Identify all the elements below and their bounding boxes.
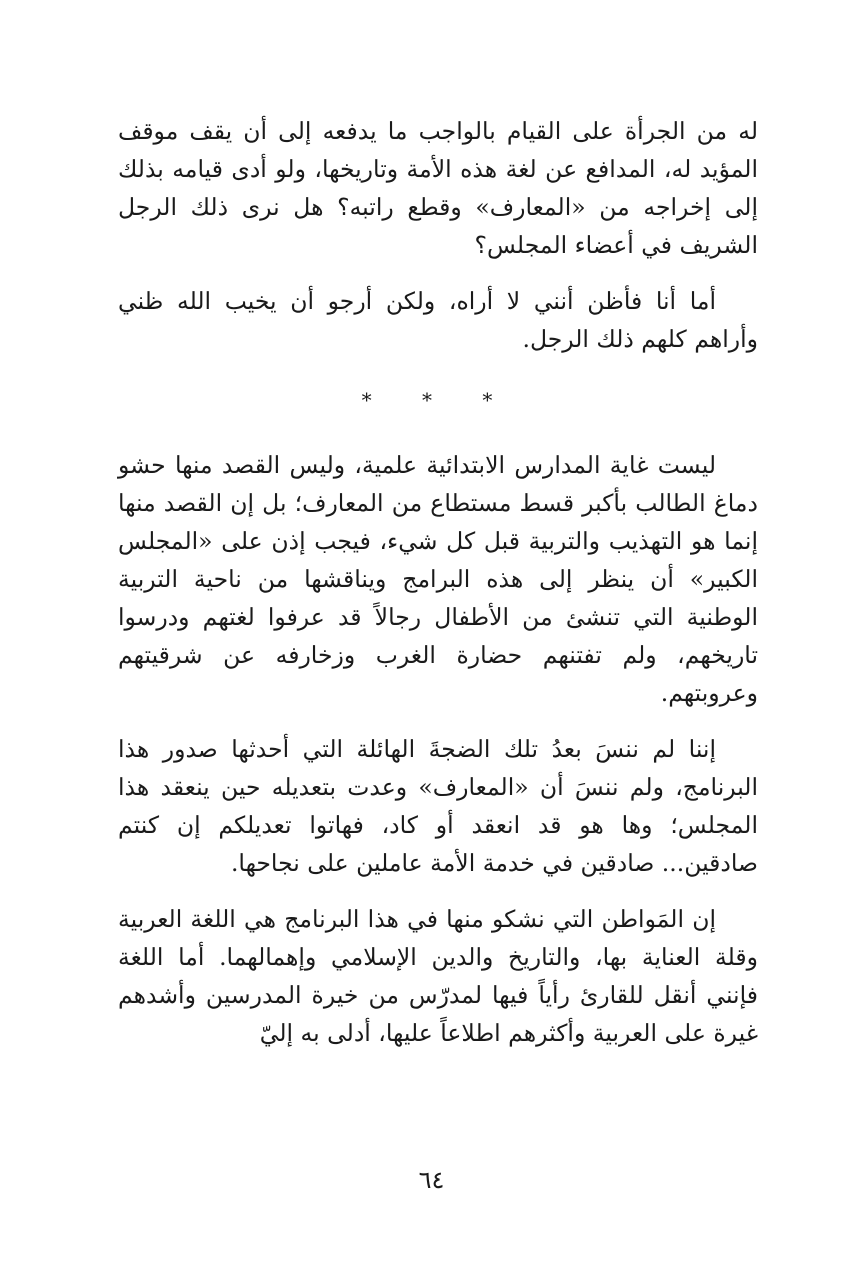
paragraph-5: إن المَواطن التي نشكو منها في هذا البرنامج هي اللغة العربية وقلة العناية بها، والتاريخ والدين الإسلامي وإهمالهما. أما اللغة فإنني أنقل للقارئ رأياً فيها لمدرّس من خيرة المدرسين وأشدهم غيرة على العربية وأكثرهم اطلاعاً عليها، أدلى به إليّ [118, 905, 758, 1047]
paragraph-1: له من الجرأة على القيام بالواجب ما يدفعه إلى أن يقف موقف المؤيد له، المدافع عن لغة هذه الأمة وتاريخها، ولو أدى قيامه بذلك إلى إخراجه من «المعارف» وقطع راتبه؟ هل نرى ذلك الرجل الشريف في أعضاء المجلس؟ [118, 117, 758, 259]
page-body [118, 112, 758, 1052]
paragraph-4: إننا لم ننسَ بعدُ تلك الضجةَ الهائلة التي أحدثها صدور هذا البرنامج، ولم ننسَ أن «المعارف» وعدت بتعديله حين ينعقد هذا المجلس؛ وها هو قد انعقد أو كاد، فهاتوا تعديلكم إن كنتم صادقين... صادقين في خدمة الأمة عاملين على نجاحها. [118, 735, 758, 877]
section-separator: * * * [361, 388, 515, 412]
page-number: ٦٤ [418, 1166, 445, 1194]
paragraph-2: أما أنا فأظن أنني لا أراه، ولكن أرجو أن يخيب الله ظني وأراهم كلهم ذلك الرجل. [118, 287, 758, 353]
paragraph-3: ليست غاية المدارس الابتدائية علمية، وليس القصد منها حشو دماغ الطالب بأكبر قسط مستطاع من المعارف؛ بل إن القصد منها إنما هو التهذيب والتربية قبل كل شيء، فيجب إذن على «المجلس الكبير» أن ينظر إلى هذه البرامج ويناقشها من ناحية التربية الوطنية التي تنشئ من الأطفال رجالاً قد عرفوا لغتهم ودرسوا تاريخهم، ولم تفتنهم حضارة الغرب وزخارفه عن شرقيتهم وعروبتهم. [118, 451, 758, 707]
